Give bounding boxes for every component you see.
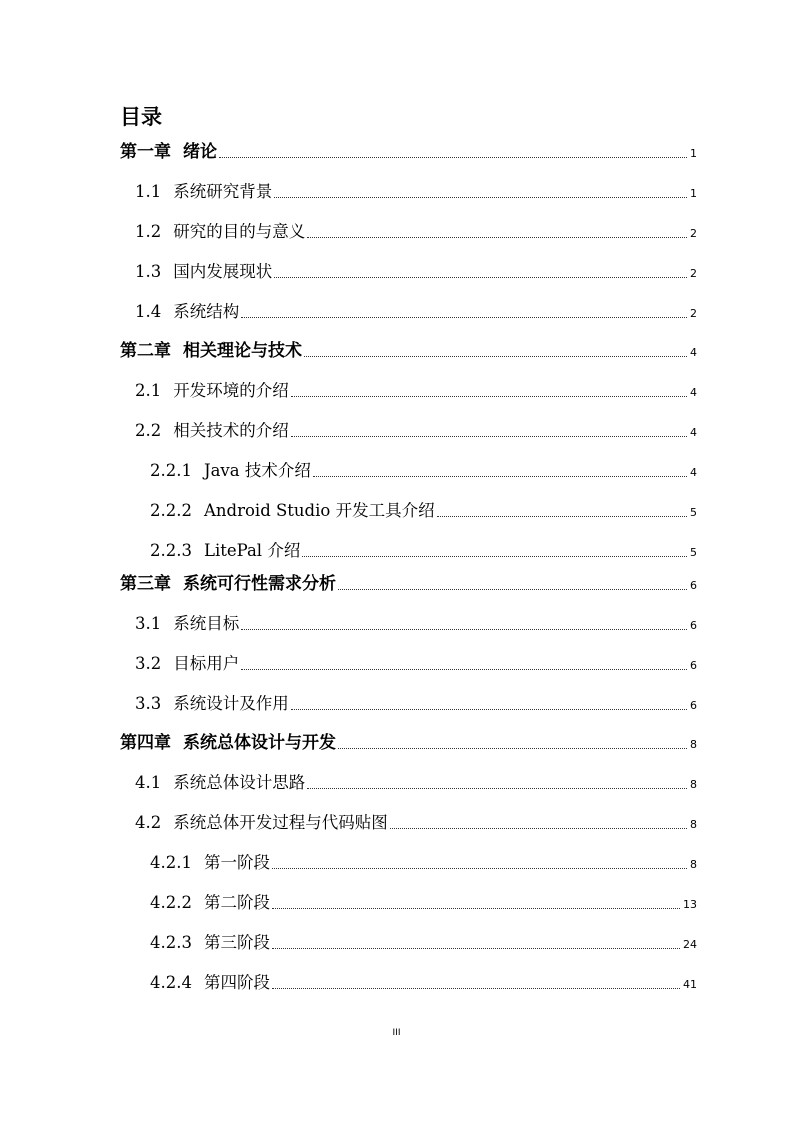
leader-dots bbox=[272, 988, 680, 989]
toc-page-number: 4 bbox=[690, 426, 697, 439]
toc-page-number: 1 bbox=[690, 147, 697, 160]
toc-entry-chapter-4[interactable] bbox=[120, 731, 697, 755]
toc-entry-section[interactable] bbox=[135, 180, 697, 204]
toc-page-number: 2 bbox=[690, 227, 697, 240]
toc-entry-subsection[interactable] bbox=[150, 459, 697, 483]
toc-entry-label: 4.2.2 第二阶段 bbox=[150, 893, 270, 912]
toc-entry-chapter-1[interactable] bbox=[120, 140, 697, 164]
toc-entry-section[interactable] bbox=[135, 652, 697, 676]
toc-page-number: 5 bbox=[690, 546, 697, 559]
page-footer-number: III bbox=[392, 1028, 401, 1038]
toc-entry-section[interactable] bbox=[135, 771, 697, 795]
toc-entry-subsection[interactable] bbox=[150, 851, 697, 875]
leader-dots bbox=[291, 709, 687, 710]
leader-dots bbox=[338, 589, 687, 590]
toc-entry-section[interactable] bbox=[135, 300, 697, 324]
toc-entry-label: 4.2 系统总体开发过程与代码贴图 bbox=[135, 813, 388, 832]
toc-page-number: 4 bbox=[690, 466, 697, 479]
toc-entry-chapter-2[interactable] bbox=[120, 339, 697, 363]
toc-entry-section[interactable] bbox=[135, 811, 697, 835]
toc-entry-label: 第四章 系统总体设计与开发 bbox=[120, 733, 336, 753]
toc-page-number: 6 bbox=[690, 619, 697, 632]
toc-entry-label: 4.2.3 第三阶段 bbox=[150, 933, 270, 952]
toc-page-number: 4 bbox=[690, 386, 697, 399]
toc-entry-subsection[interactable] bbox=[150, 499, 697, 523]
leader-dots bbox=[241, 317, 687, 318]
toc-page-number: 5 bbox=[690, 506, 697, 519]
toc-page-number: 8 bbox=[690, 818, 697, 831]
toc-entry-label: 4.2.1 第一阶段 bbox=[150, 853, 270, 872]
toc-entry-label: 2.2.1 Java 技术介绍 bbox=[150, 461, 311, 480]
leader-dots bbox=[219, 157, 687, 158]
leader-dots bbox=[272, 908, 680, 909]
leader-dots bbox=[291, 396, 687, 397]
leader-dots bbox=[307, 788, 687, 789]
toc-entry-label: 3.1 系统目标 bbox=[135, 614, 240, 633]
toc-entry-section[interactable] bbox=[135, 692, 697, 716]
leader-dots bbox=[274, 197, 687, 198]
leader-dots bbox=[241, 629, 687, 630]
leader-dots bbox=[304, 356, 687, 357]
toc-entry-label: 2.1 开发环境的介绍 bbox=[135, 381, 289, 400]
toc-entry-section[interactable] bbox=[135, 220, 697, 244]
toc-entry-label: 2.2.3 LitePal 介绍 bbox=[150, 541, 301, 560]
toc-entry-chapter-3[interactable] bbox=[120, 572, 697, 596]
leader-dots bbox=[272, 948, 680, 949]
leader-dots bbox=[291, 436, 687, 437]
toc-page-number: 4 bbox=[690, 346, 697, 359]
toc-entry-label: 第三章 系统可行性需求分析 bbox=[120, 574, 336, 594]
leader-dots bbox=[390, 828, 687, 829]
leader-dots bbox=[313, 476, 687, 477]
toc-entry-section[interactable] bbox=[135, 260, 697, 284]
toc-page-number: 2 bbox=[690, 307, 697, 320]
toc-entry-section[interactable] bbox=[135, 419, 697, 443]
toc-page-number: 6 bbox=[690, 579, 697, 592]
leader-dots bbox=[338, 748, 687, 749]
leader-dots bbox=[274, 277, 687, 278]
toc-entry-section[interactable] bbox=[135, 379, 697, 403]
toc-entry-subsection[interactable] bbox=[150, 891, 697, 915]
toc-page-number: 8 bbox=[690, 858, 697, 871]
toc-entry-label: 1.3 国内发展现状 bbox=[135, 262, 273, 281]
toc-page-number: 1 bbox=[690, 187, 697, 200]
toc-page-number: 41 bbox=[683, 978, 697, 991]
toc-entry-subsection[interactable] bbox=[150, 971, 697, 995]
toc-entry-label: 1.2 研究的目的与意义 bbox=[135, 222, 306, 241]
toc-title: 目录 bbox=[120, 105, 162, 129]
toc-entry-label: 3.3 系统设计及作用 bbox=[135, 694, 289, 713]
toc-entry-label: 4.1 系统总体设计思路 bbox=[135, 773, 306, 792]
toc-page-number: 6 bbox=[690, 699, 697, 712]
toc-entry-label: 2.2.2 Android Studio 开发工具介绍 bbox=[150, 501, 435, 520]
toc-page-number: 8 bbox=[690, 778, 697, 791]
toc-entry-label: 1.4 系统结构 bbox=[135, 302, 240, 321]
toc-entry-label: 3.2 目标用户 bbox=[135, 654, 240, 673]
toc-entry-label: 第一章 绪论 bbox=[120, 142, 217, 162]
toc-page-number: 2 bbox=[690, 267, 697, 280]
toc-page-number: 13 bbox=[683, 898, 697, 911]
toc-entry-label: 2.2 相关技术的介绍 bbox=[135, 421, 289, 440]
leader-dots bbox=[302, 556, 687, 557]
toc-page-number: 8 bbox=[690, 738, 697, 751]
toc-page-number: 24 bbox=[683, 938, 697, 951]
leader-dots bbox=[272, 868, 687, 869]
leader-dots bbox=[241, 669, 687, 670]
toc-entry-subsection[interactable] bbox=[150, 931, 697, 955]
toc-entry-label: 1.1 系统研究背景 bbox=[135, 182, 273, 201]
toc-page-number: 6 bbox=[690, 659, 697, 672]
toc-entry-label: 第二章 相关理论与技术 bbox=[120, 341, 302, 361]
toc-entry-section[interactable] bbox=[135, 612, 697, 636]
leader-dots bbox=[307, 237, 687, 238]
leader-dots bbox=[437, 516, 687, 517]
toc-entry-subsection[interactable] bbox=[150, 539, 697, 563]
toc-entry-label: 4.2.4 第四阶段 bbox=[150, 973, 270, 992]
